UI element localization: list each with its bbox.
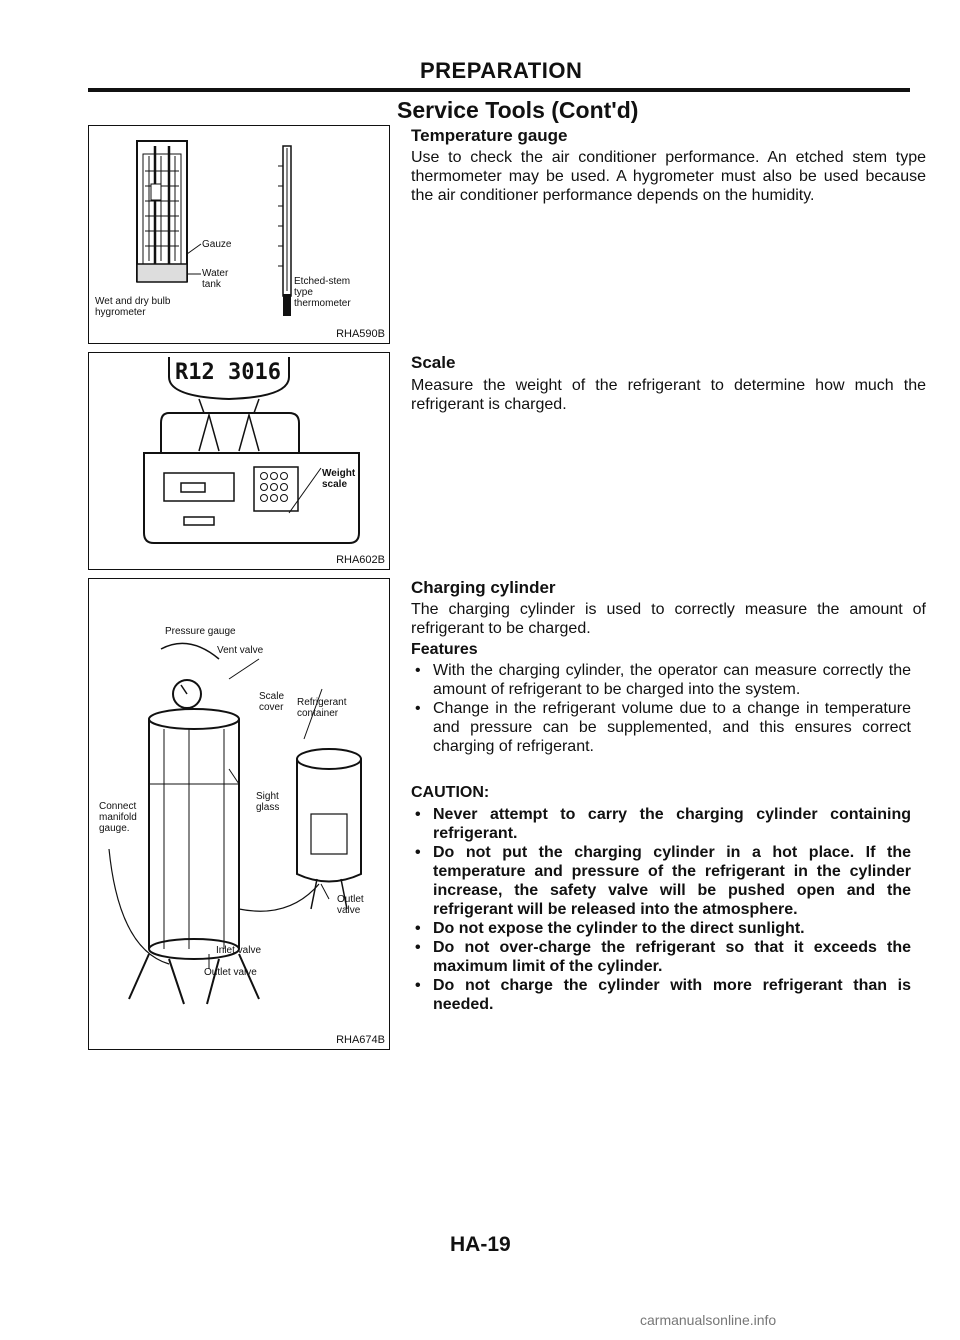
list-item: • Do not expose the cylinder to the direct sunlight. [415,920,805,937]
figure-hygrometer [88,125,390,344]
list-item: • Do not over-charge the refrigerant so that it exceeds the maximum limit of the cylinder. [415,939,911,975]
label-vent-valve: Vent valve [217,645,264,656]
label-gauze: Gauze [202,239,232,250]
watermark: carmanualsonline.info [640,1312,777,1328]
label-outlet-valve-bottom: Outlet valve [204,967,257,978]
section-body-scale: Measure the weight of the refrigerant to determine how much the refrigerant is charged. [411,377,926,413]
section-title-scale: Scale [411,353,456,372]
page-header: PREPARATION [420,58,583,83]
label-water-tank: Water tank [202,268,229,290]
label-connect-manifold: Connect manifold gauge. [99,801,137,834]
features-list [411,661,911,756]
caution-text: Do not charge the cylinder with more refrigerant than is needed. [433,977,911,1013]
figure-charging-cylinder [88,578,390,1050]
label-sight-glass: Sight glass [256,791,280,813]
scale-illustration [89,353,389,569]
label-can: R12 3016 [175,360,281,385]
label-inlet-valve: Inlet valve [216,945,262,956]
figure-ref-1: RHA590B [336,328,385,340]
section-title-temperature-gauge: Temperature gauge [411,126,568,145]
list-item: • Change in the refrigerant volume due to a change in temperature and pressure can be supplemented, and this ensures correct charging of refrigerant. [415,700,911,755]
label-thermometer: Etched-stem type thermometer [294,276,351,309]
feature-text: Change in the refrigerant volume due to a change in temperature and pressure can be supplemented, and this ensures correct charging of refrigerant. [433,700,911,755]
list-item: • Do not put the charging cylinder in a hot place. If the temperature and pressure of the refrigerant in the cylinder increase, the safety valve will be pushed open and the refrigerant will be released into the atmosphere. [415,844,911,918]
header-rule [88,88,910,92]
page-number: HA-19 [450,1233,511,1256]
label-scale-cover: Scale cover [259,691,285,713]
list-item: • Do not charge the cylinder with more refrigerant than is needed. [415,977,911,1013]
label-refrigerant-container: Refrigerant container [297,697,347,719]
caution-list [411,805,911,1014]
label-outlet-valve-right: Outlet valve [337,894,364,916]
label-hygrometer: Wet and dry bulb hygrometer [95,296,171,318]
figure-scale [88,352,390,570]
caution-title: CAUTION: [411,784,490,801]
list-item: • With the charging cylinder, the operator can measure correctly the amount of refrigerant to be charged into the system. [415,662,911,698]
caution-text: Do not put the charging cylinder in a hot place. If the temperature and pressure of the refrigerant in the cylinder increase, the safety valve will be pushed open and the refrigerant will be released into the atmosphere. [433,844,911,918]
feature-text: With the charging cylinder, the operator can measure correctly the amount of refrigerant to be charged into the system. [433,662,911,698]
features-title: Features [411,641,478,658]
figure-ref-3: RHA674B [336,1034,385,1046]
figure-ref-2: RHA602B [336,554,385,566]
page-subtitle: Service Tools (Cont'd) [397,97,639,123]
section-body-charging-cylinder: The charging cylinder is used to correctly measure the amount of refrigerant to be charged. [411,601,926,637]
caution-text: Do not over-charge the refrigerant so that it exceeds the maximum limit of the cylinder. [433,939,911,975]
section-title-charging-cylinder: Charging cylinder [411,578,556,597]
label-weight-scale: Weight scale [322,468,356,490]
caution-text: Do not expose the cylinder to the direct sunlight. [433,920,805,937]
label-pressure-gauge: Pressure gauge [165,626,236,637]
list-item: • Never attempt to carry the charging cylinder containing refrigerant. [415,806,911,842]
caution-text: Never attempt to carry the charging cylinder containing refrigerant. [433,806,911,842]
section-body-temperature-gauge: Use to check the air conditioner performance. An etched stem type thermometer may be used. A hygrometer must also be used because the air conditioner performance depends on the humidity. [411,149,926,204]
